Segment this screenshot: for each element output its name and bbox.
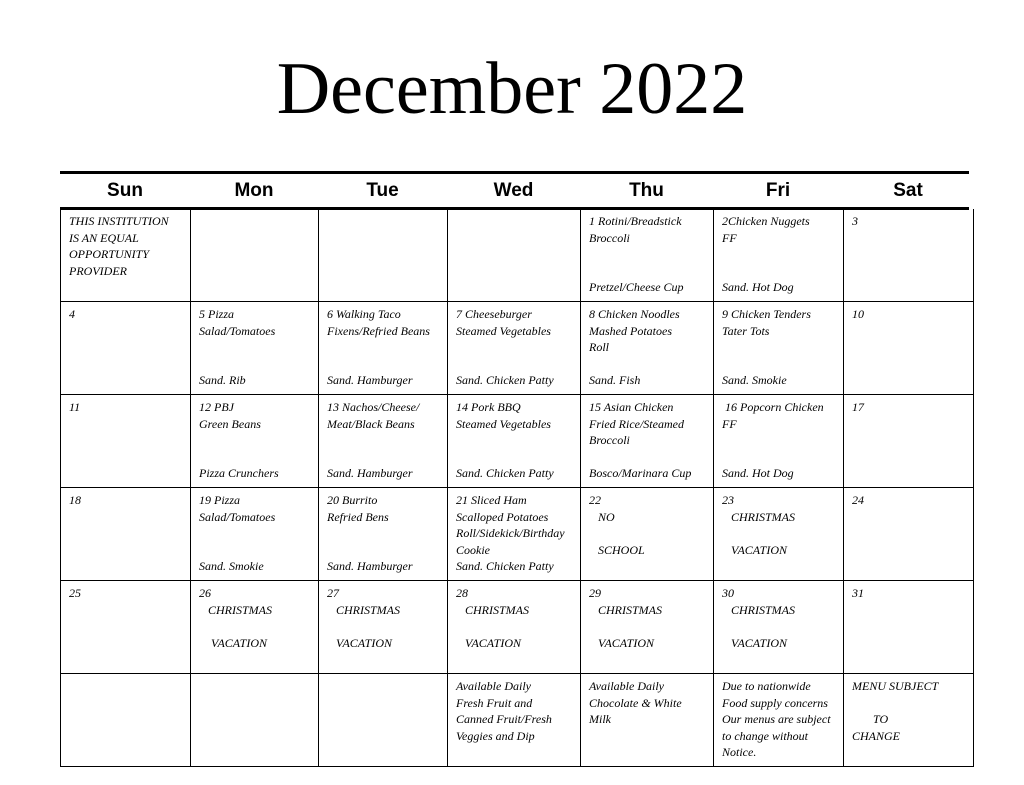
menu-line [852, 695, 969, 712]
calendar-cell-tue [319, 488, 448, 581]
calendar-cell-wed [448, 209, 581, 302]
menu-line: 28 [456, 586, 468, 600]
weekday-fri: Fri [765, 179, 791, 201]
weekday-mon: Mon [234, 179, 274, 201]
menu-line: 12 PBJ [199, 400, 234, 414]
calendar-cell-wed [448, 488, 581, 581]
calendar-cell-sat [844, 209, 974, 302]
calendar-cell-wed [448, 674, 581, 767]
menu-entry [852, 585, 969, 669]
calendar-week-row [61, 302, 974, 395]
menu-line: Roll [589, 340, 609, 354]
menu-entry [69, 585, 186, 669]
menu-line: Due to nationwide [722, 679, 811, 693]
menu-line: 18 [69, 493, 81, 507]
calendar-cell-tue [319, 581, 448, 674]
menu-line: Refried Bens [327, 509, 389, 524]
menu-line: VACATION [327, 635, 392, 650]
menu-line: 20 Burrito [327, 493, 378, 507]
calendar-cell-tue [319, 395, 448, 488]
menu-line: VACATION [456, 635, 521, 650]
menu-entry [199, 306, 314, 390]
menu-line [589, 618, 709, 635]
menu-line [199, 618, 314, 635]
menu-line: Meat/Black Beans [327, 416, 415, 431]
calendar-cell-mon [191, 395, 319, 488]
menu-line: FF [722, 230, 737, 245]
menu-entry [852, 306, 969, 390]
menu-line: Canned Fruit/Fresh [456, 712, 552, 726]
menu-line: CHRISTMAS [722, 509, 795, 524]
menu-line: 2Chicken Nuggets [722, 214, 810, 228]
menu-line: Fixens/Refried Beans [327, 323, 430, 338]
menu-line: CHRISTMAS [199, 602, 272, 617]
menu-line: 16 Popcorn Chicken [722, 400, 824, 414]
alternate-item: Bosco/Marinara Cup [589, 466, 692, 480]
menu-line: SCHOOL [589, 542, 645, 557]
alternate-item: Sand. Rib [199, 373, 246, 387]
menu-line: 27 [327, 586, 339, 600]
menu-line [589, 525, 709, 542]
menu-line [722, 525, 839, 542]
menu-line: 21 Sliced Ham [456, 493, 527, 507]
menu-line [722, 618, 839, 635]
menu-line: CHRISTMAS [327, 602, 400, 617]
weekday-header [60, 174, 969, 207]
menu-line: Tater Tots [722, 323, 770, 338]
menu-line: Cookie [456, 542, 490, 557]
menu-line: 30 [722, 586, 734, 600]
menu-line: 26 [199, 586, 211, 600]
menu-line: MENU SUBJECT [852, 679, 939, 693]
menu-line: Roll/Sidekick/Birthday [456, 526, 565, 540]
menu-entry [589, 213, 709, 297]
menu-entry [456, 399, 576, 483]
calendar-cell-thu [581, 488, 714, 581]
calendar-cell-mon [191, 302, 319, 395]
menu-line: Fried Rice/Steamed [589, 416, 684, 431]
calendar-week-row [61, 209, 974, 302]
menu-entry [852, 678, 969, 762]
calendar-cell-thu [581, 302, 714, 395]
calendar-cell-sat [844, 581, 974, 674]
menu-entry [589, 306, 709, 390]
menu-line: Available Daily [456, 679, 531, 693]
menu-line: 13 Nachos/Cheese/ [327, 400, 420, 414]
menu-entry [327, 399, 443, 483]
menu-entry [722, 399, 839, 483]
menu-line: CHRISTMAS [589, 602, 662, 617]
calendar-cell-sat [844, 395, 974, 488]
weekday-sat: Sat [893, 179, 923, 201]
menu-line: 15 Asian Chicken [589, 400, 674, 414]
menu-line: 17 [852, 400, 864, 414]
menu-entry [69, 306, 186, 390]
menu-entry [852, 492, 969, 576]
calendar-cell-mon [191, 488, 319, 581]
menu-line: CHRISTMAS [456, 602, 529, 617]
calendar-cell-mon [191, 674, 319, 767]
calendar-cell-mon [191, 209, 319, 302]
calendar-week-row [61, 581, 974, 674]
menu-entry [456, 678, 576, 762]
alternate-item: Sand. Hamburger [327, 559, 413, 573]
menu-line: PROVIDER [69, 263, 127, 278]
menu-line: VACATION [589, 635, 654, 650]
calendar-cell-fri [714, 209, 844, 302]
alternate-item: Sand. Hamburger [327, 466, 413, 480]
calendar-cell-fri [714, 488, 844, 581]
calendar-grid [60, 209, 974, 767]
calendar-cell-sun [61, 488, 191, 581]
calendar-cell-thu [581, 581, 714, 674]
menu-line: FF [722, 416, 737, 431]
calendar-cell-sun [61, 395, 191, 488]
menu-entry [852, 213, 969, 297]
menu-line: Available Daily [589, 679, 664, 693]
alternate-item: Sand. Hot Dog [722, 466, 794, 480]
calendar-cell-tue [319, 674, 448, 767]
menu-entry [589, 585, 709, 669]
menu-line: Notice. [722, 745, 757, 759]
menu-line: 14 Pork BBQ [456, 400, 521, 414]
calendar-week-row [61, 674, 974, 767]
calendar-cell-tue [319, 209, 448, 302]
calendar-cell-sun [61, 302, 191, 395]
menu-line: VACATION [199, 635, 267, 650]
menu-entry [722, 213, 839, 297]
menu-entry [456, 306, 576, 390]
menu-line: 23 [722, 493, 734, 507]
calendar-cell-fri [714, 302, 844, 395]
menu-line: 24 [852, 493, 864, 507]
menu-line: 5 Pizza [199, 307, 235, 321]
menu-line: 22 [589, 493, 601, 507]
page-title: December 2022 [276, 48, 748, 130]
menu-line: Salad/Tomatoes [199, 509, 276, 524]
menu-line: Salad/Tomatoes [199, 323, 276, 338]
menu-entry [722, 585, 839, 669]
calendar-week-row [61, 488, 974, 581]
alternate-item: Sand. Hot Dog [722, 280, 794, 294]
menu-line: VACATION [722, 542, 787, 557]
menu-entry [199, 585, 314, 669]
calendar-cell-wed [448, 302, 581, 395]
alternate-item: Sand. Fish [589, 373, 641, 387]
menu-entry [69, 678, 186, 762]
alternate-item: Sand. Smokie [199, 559, 264, 573]
calendar-cell-sat [844, 488, 974, 581]
menu-line: 31 [852, 586, 864, 600]
calendar-cell-sat [844, 302, 974, 395]
alternate-item: Sand. Chicken Patty [456, 466, 554, 480]
menu-line: to change without [722, 728, 808, 743]
calendar-cell-thu [581, 395, 714, 488]
calendar-cell-wed [448, 395, 581, 488]
menu-line: TO [852, 712, 889, 726]
menu-entry [327, 492, 443, 576]
menu-line: Chocolate & White [589, 695, 682, 710]
calendar-cell-sat [844, 674, 974, 767]
menu-line: NO [589, 509, 615, 524]
menu-entry [589, 492, 709, 576]
calendar-cell-tue [319, 302, 448, 395]
calendar-cell-fri [714, 581, 844, 674]
menu-entry [589, 678, 709, 762]
calendar-cell-wed [448, 581, 581, 674]
calendar-cell-thu [581, 209, 714, 302]
menu-entry [327, 306, 443, 390]
menu-line: 1 Rotini/Breadstick [589, 214, 682, 228]
menu-line: Green Beans [199, 416, 261, 431]
menu-line: Steamed Vegetables [456, 323, 551, 338]
alternate-item: Pizza Crunchers [199, 466, 279, 480]
menu-entry [456, 585, 576, 669]
weekday-wed: Wed [493, 179, 534, 201]
calendar-week-row [61, 395, 974, 488]
menu-line: Food supply concerns [722, 695, 828, 710]
menu-line: OPPORTUNITY [69, 247, 150, 261]
menu-entry [199, 399, 314, 483]
menu-line: Our menus are subject [722, 712, 831, 726]
menu-line: 11 [69, 400, 81, 414]
menu-entry [722, 492, 839, 576]
alternate-item: Sand. Hamburger [327, 373, 413, 387]
menu-line: Broccoli [589, 230, 630, 245]
menu-line: Mashed Potatoes [589, 323, 672, 338]
calendar-body [61, 209, 974, 767]
menu-line [456, 618, 576, 635]
menu-entry [722, 678, 839, 762]
menu-line: 19 Pizza [199, 493, 241, 507]
weekday-tue: Tue [366, 179, 399, 201]
calendar-cell-sun [61, 674, 191, 767]
menu-entry [327, 678, 443, 762]
weekday-sun: Sun [107, 179, 143, 201]
menu-line: Milk [589, 712, 611, 726]
menu-line: 9 Chicken Tenders [722, 307, 811, 321]
calendar-cell-sun [61, 209, 191, 302]
weekday-thu: Thu [629, 179, 664, 201]
menu-line: Steamed Vegetables [456, 416, 551, 431]
calendar-cell-fri [714, 674, 844, 767]
menu-entry [69, 492, 186, 576]
menu-entry [199, 492, 314, 576]
menu-entry [722, 306, 839, 390]
menu-line: IS AN EQUAL [69, 230, 139, 245]
menu-entry [852, 399, 969, 483]
menu-line: Broccoli [589, 433, 630, 447]
menu-entry [327, 585, 443, 669]
menu-line: 8 Chicken Noodles [589, 307, 680, 321]
menu-line: 7 Cheeseburger [456, 307, 532, 321]
menu-entry [199, 678, 314, 762]
menu-line: Fresh Fruit and [456, 695, 533, 710]
menu-entry [69, 213, 186, 297]
menu-entry [456, 492, 576, 576]
menu-line: 3 [852, 214, 858, 228]
menu-entry [456, 213, 576, 297]
menu-line: Veggies and Dip [456, 728, 535, 743]
menu-entry [69, 399, 186, 483]
alternate-item: Sand. Smokie [722, 373, 787, 387]
menu-entry [327, 213, 443, 297]
menu-line [327, 618, 443, 635]
menu-line: 25 [69, 586, 81, 600]
calendar-cell-sun [61, 581, 191, 674]
calendar-cell-thu [581, 674, 714, 767]
menu-line: CHANGE [852, 728, 900, 743]
menu-line: 29 [589, 586, 601, 600]
menu-line: THIS INSTITUTION [69, 214, 169, 228]
menu-line: Scalloped Potatoes [456, 509, 549, 524]
calendar-cell-mon [191, 581, 319, 674]
menu-entry [199, 213, 314, 297]
menu-entry [589, 399, 709, 483]
calendar-cell-fri [714, 395, 844, 488]
menu-line: 4 [69, 307, 75, 321]
menu-line: Sand. Chicken Patty [456, 559, 554, 573]
menu-line: CHRISTMAS [722, 602, 795, 617]
alternate-item: Sand. Chicken Patty [456, 373, 554, 387]
menu-line: 10 [852, 307, 864, 321]
menu-line: 6 Walking Taco [327, 307, 401, 321]
menu-line: VACATION [722, 635, 787, 650]
alternate-item: Pretzel/Cheese Cup [589, 280, 684, 294]
